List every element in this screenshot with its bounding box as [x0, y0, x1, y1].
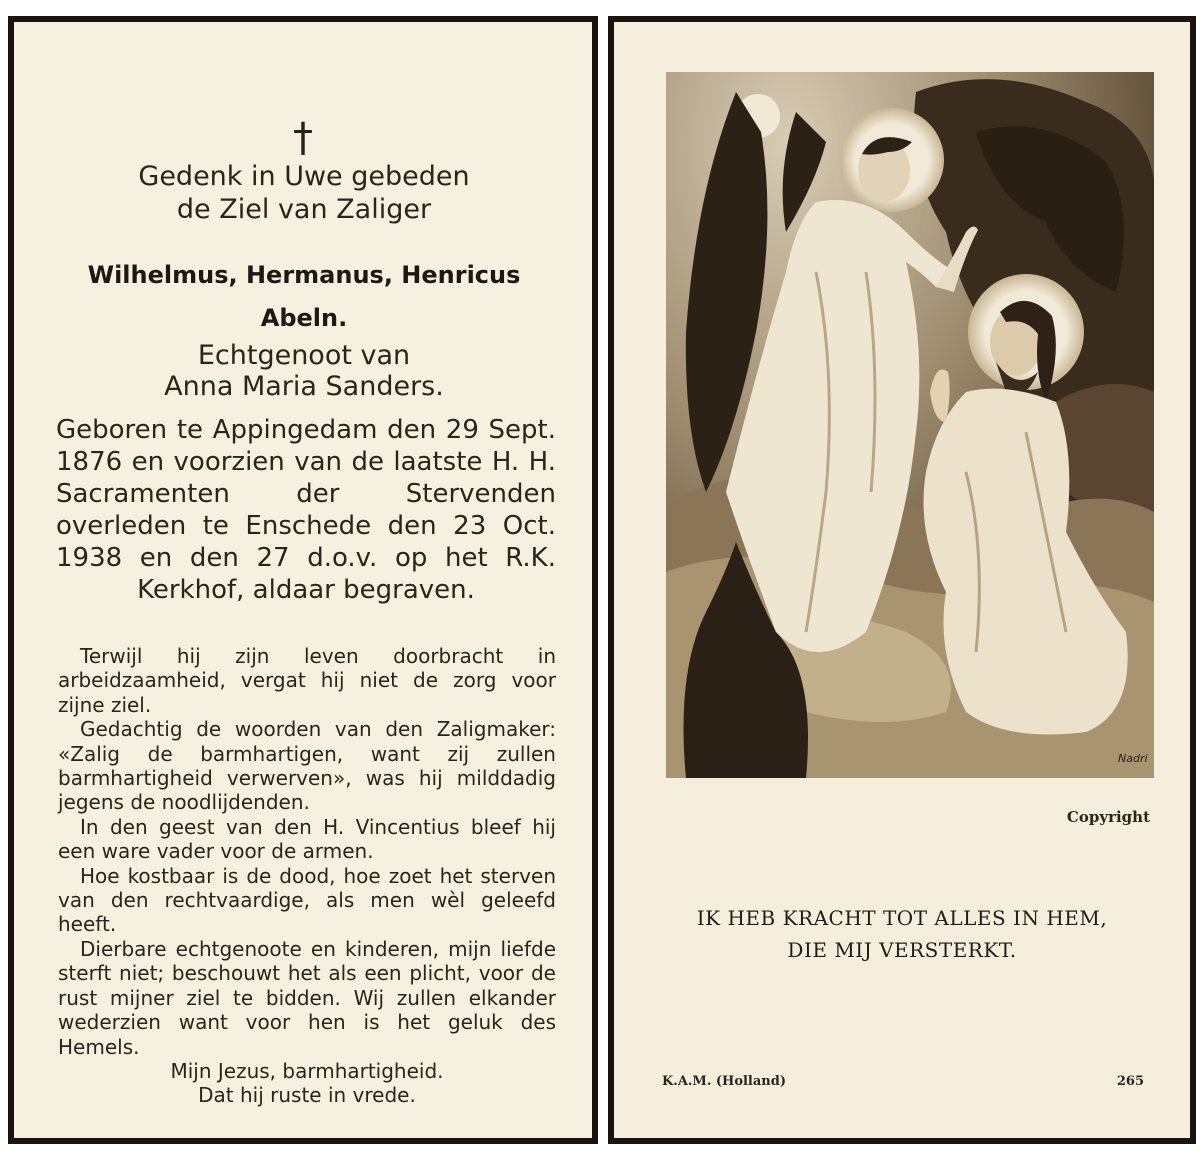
gethsemane-illustration: [666, 72, 1154, 778]
closing-line: Dat hij ruste in vrede.: [198, 1083, 416, 1108]
devotional-image-card: [608, 16, 1196, 1144]
birth-death-text: Geboren te Appingedam den 29 Sept. 1876 en voorzien van de laatste H. H. Sacramenten der Stervenden overleden te Enschede den 23 Oct. 1938 en den 27 d.o.v. op het R.K. Kerkhof, aldaar begraven.: [56, 415, 556, 605]
card-number: 265: [1116, 1074, 1144, 1089]
name-line: Wilhelmus, Hermanus, Henricus: [87, 261, 521, 289]
copyright-label: Copyright: [1066, 808, 1150, 826]
deceased-name: [54, 254, 554, 340]
spouse-line: Echtgenoot van: [197, 340, 411, 371]
paragraph: Terwijl hij zijn leven doorbracht in arbeidzaamheid, vergat hij niet de zorg voor zijne ziel.: [58, 644, 556, 717]
illustration-svg: [666, 72, 1154, 778]
motto-text: [614, 902, 1190, 966]
paragraph: Gedachtig de woorden van den Zaligmaker: «Zalig de barmhartigen, want zij zullen barmhartigheid verwerven», was hij milddadig jegens de noodlijdenden.: [58, 717, 556, 815]
name-line: Abeln.: [260, 304, 348, 332]
intro-line: Gedenk in Uwe gebeden: [138, 161, 470, 192]
intro-text: [54, 160, 554, 226]
motto-line: IK HEB KRACHT TOT ALLES IN HEM,: [696, 906, 1108, 930]
intro-line: de Ziel van Zaliger: [176, 194, 432, 225]
body-text: [58, 644, 556, 1108]
spouse-text: [54, 340, 554, 402]
paragraph: In den geest van den H. Vincentius bleef hij een ware vader voor de armen.: [58, 814, 556, 864]
artist-signature: Nadri: [1118, 752, 1148, 765]
paragraph: Dierbare echtgenoote en kinderen, mijn liefde sterft niet; beschouwt het als een plicht, voor de rust mijner ziel te bidden. Wij zullen elkander wederzien want voor hen is het geluk des Hemels.: [58, 936, 556, 1059]
cross-icon: †: [293, 115, 313, 161]
paragraph: Hoe kostbaar is de dood, hoe zoet het sterven van den rechtvaardige, als men wèl geleefd heeft.: [58, 863, 556, 937]
closing-line: Mijn Jezus, barmhartigheid.: [170, 1058, 444, 1083]
memorial-text-card: [8, 16, 598, 1144]
publisher-label: K.A.M. (Holland): [662, 1074, 786, 1089]
motto-line: DIE MIJ VERSTERKT.: [787, 938, 1017, 962]
spouse-line: Anna Maria Sanders.: [164, 371, 444, 402]
